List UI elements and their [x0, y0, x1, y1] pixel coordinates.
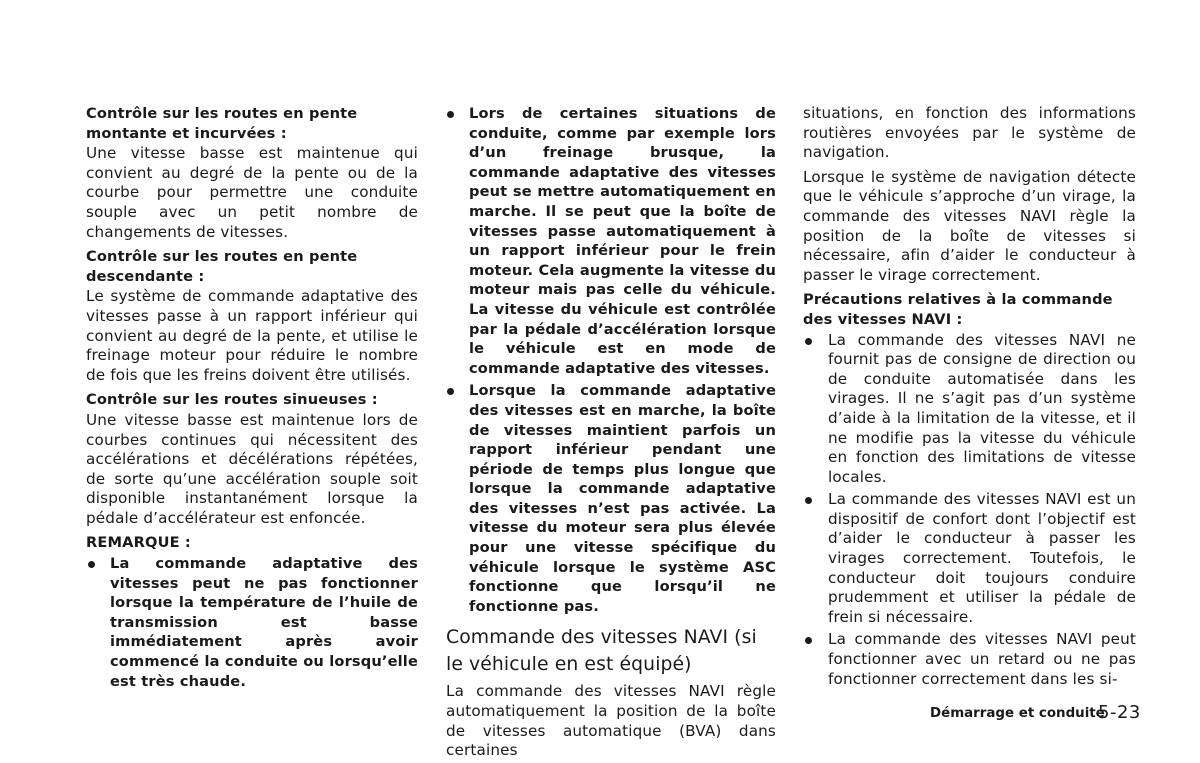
heading-downhill: Contrôle sur les routes en pente descendante :: [86, 248, 358, 285]
bullet-icon: [805, 497, 812, 504]
footer-section-name: Démarrage et conduite: [930, 706, 1105, 721]
remark-item-text: La commande adaptative des vitesses peut ne pas fonctionner lorsque la température de l’huile de transmission est basse immédiatement après avoir commencé la conduite ou lorsqu’elle est très chaude.: [110, 555, 418, 690]
column-middle: [446, 104, 776, 761]
list-item: [446, 104, 776, 378]
section-title: Commande des vitesses NAVI (si le véhicule en est équipé): [446, 627, 757, 676]
paragraph-continued: situations, en fonction des informations routières envoyées par le système de navigation.: [803, 104, 1136, 162]
list-item: [86, 554, 418, 691]
column-right: [803, 104, 1136, 689]
precaution-text: La commande des vitesses NAVI peut fonctionner avec un retard ou ne pas fonctionner correctement dans les si-: [828, 630, 1136, 688]
paragraph-curve: Lorsque le système de navigation détecte que le véhicule s’approche d’un virage, la commande des vitesses NAVI règle la position de la boîte de vitesses si nécessaire, afin d’aider le conducteur à passer le virage correctement.: [803, 167, 1136, 284]
precaution-text: La commande des vitesses NAVI est un dispositif de confort dont l’objectif est d’aider le conducteur à passer les virages correctement. Toutefois, le conducteur doit toujours conduire prudemment et utiliser la pédale de frein si nécessaire.: [828, 490, 1136, 626]
bullet-icon: [88, 561, 95, 568]
bullet-icon: [447, 111, 454, 118]
bullet-icon: [805, 637, 812, 644]
precautions-list: [803, 331, 1136, 690]
page-number: 5-23: [1098, 702, 1141, 723]
remark-item-text: Lors de certaines situations de conduite, comme par exemple lors d’un freinage brusque, la commande adaptative des vitesses peut se mettre automatiquement en marche. Il se peut que la boîte de vitesses passe automatiquement à un rapport inférieur pour le frein moteur. Cela augmente la vitesse du moteur mais pas celle du véhicule. La vitesse du véhicule est contrôlée par la pédale d’accélération lorsque le véhicule est en mode de commande adaptative des vitesses.: [469, 105, 776, 377]
bullet-icon: [447, 388, 454, 395]
paragraph-downhill: Le système de commande adaptative des vitesses passe à un rapport inférieur qui convient au degré de la pente, et utilise le freinage moteur pour réduire le nombre de fois que les freins doivent être utilisés.: [86, 287, 418, 384]
list-item: [803, 490, 1136, 627]
column-left: [86, 104, 418, 691]
list-item: [446, 381, 776, 616]
remark-list-continued: [446, 104, 776, 616]
precaution-text: La commande des vitesses NAVI ne fournit pas de consigne de direction ou de conduite automatisée dans les virages. Il ne s’agit pas d’un système d’aide à la limitation de la vitesse, et il ne modifie pas la vitesse du véhicule en fonction des limitations de vitesse locales.: [828, 330, 1136, 486]
heading-precautions: Précautions relatives à la commande des vitesses NAVI :: [803, 291, 1113, 328]
remark-heading: REMARQUE :: [86, 534, 191, 552]
list-item: [803, 630, 1136, 689]
remark-item-text: Lorsque la commande adaptative des vitesses est en marche, la boîte de vitesses maintient parfois un rapport inférieur pendant une période de temps plus longue que lorsque la commande adaptative des vitesses n’est pas activée. La vitesse du moteur sera plus élevée pour une vitesse spécifique du véhicule lorsque le système ASC fonctionne que lorsqu’il ne fonctionne pas.: [469, 382, 776, 615]
bullet-icon: [805, 338, 812, 345]
paragraph-uphill: Une vitesse basse est maintenue qui convient au degré de la pente ou de la courbe pour permettre une conduite souple avec un petit nombre de changements de vitesses.: [86, 144, 418, 241]
paragraph-intro: La commande des vitesses NAVI règle automatiquement la position de la boîte de vitesses automatique (BVA) dans certaines: [446, 682, 776, 760]
heading-winding: Contrôle sur les routes sinueuses :: [86, 391, 378, 409]
remark-list: [86, 554, 418, 691]
paragraph-winding: Une vitesse basse est maintenue lors de courbes continues qui nécessitent des accélérations et décélérations répétées, de sorte qu’une accélération souple soit disponible instantanément lorsque la pédale d’accélérateur est enfoncée.: [86, 410, 418, 527]
heading-uphill: Contrôle sur les routes en pente montante et incurvées :: [86, 105, 358, 142]
list-item: [803, 331, 1136, 488]
